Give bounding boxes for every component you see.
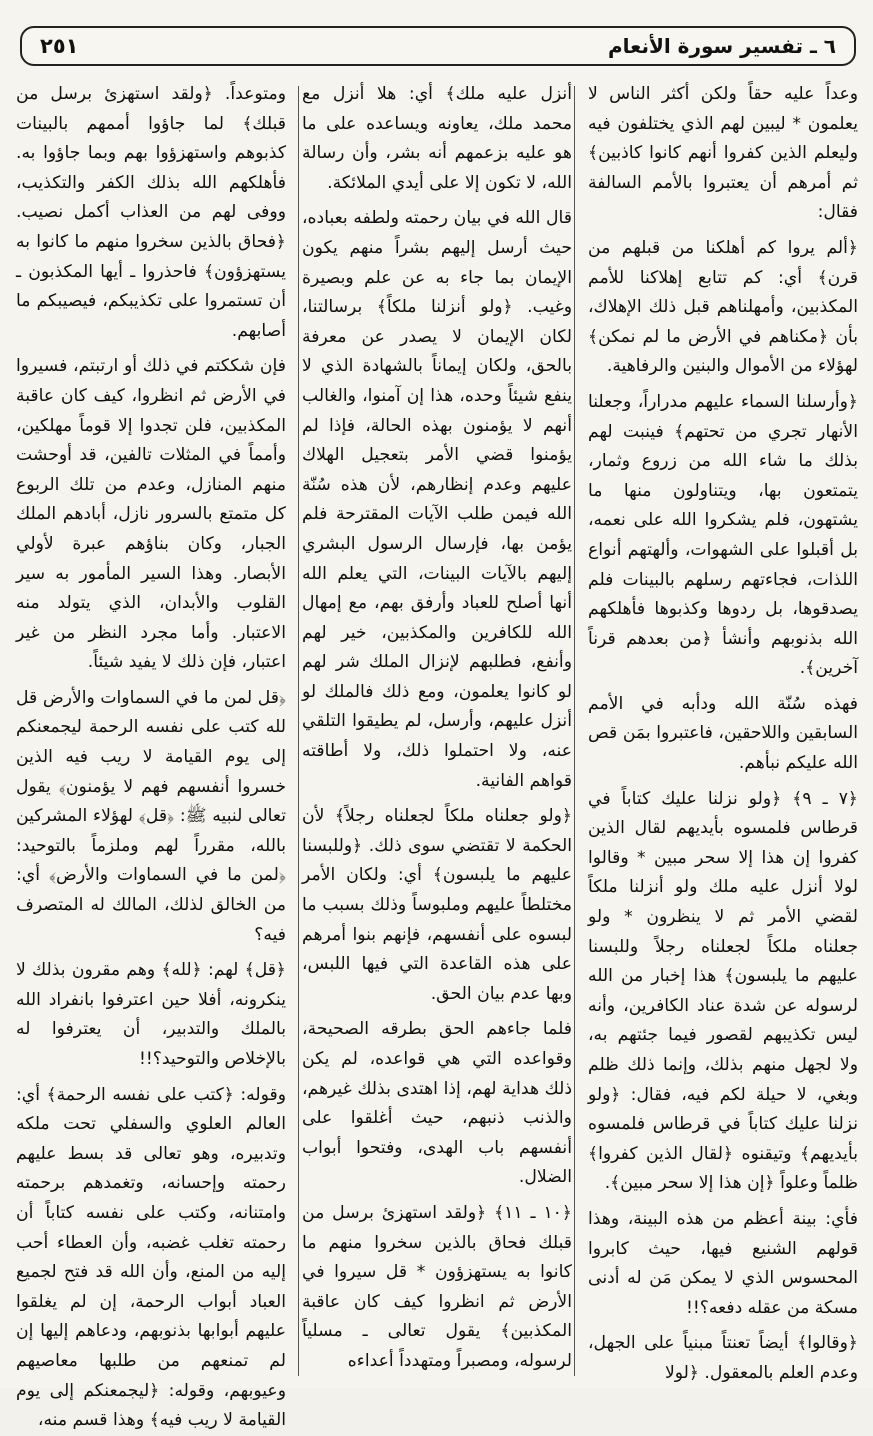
paragraph: قال الله في بيان رحمته ولطفه بعباده، حيث أرسل إليهم بشراً منهم يكون الإيمان بما جاء به عن علم وبصيرة وغيب. ﴿ولو أنزلنا ملكاً﴾ برسالتنا، لكان الإيمان لا يصدر عن معرفة بالحق، ولكان إيماناً بالشهادة الذي لا ينفع شيئاً وحده، هذا إن آمنوا، والغالب أنهم لا يؤمنون بهذه الحالة، فإذا لم يؤمنوا قضي الأمر بتعجيل الهلاك عليهم وعدم إنظارهم، لأن هذه سُنّة الله فيمن طلب الآيات المقترحة فلم يؤمن بها، فإرسال الرسول البشري إليهم بالآيات البينات، التي يعلم الله أنها أصلح للعباد وأرفق بهم، مع إمهال الله للكافرين والمكذبين، خير لهم وأنفع، فطلبهم لإنزال الملك شر لهم لو كانوا يعلمون، ومع ذلك فالملك لو أنزل عليهم، وأرسل، لم يطيقوا التلقي عنه، ولا احتملوا ذلك، ولا أطاقته قواهم الفانية. [302, 208, 572, 791]
paragraph: وعداً عليه حقاً ولكن أكثر الناس لا يعلمون * ليبين لهم الذي يختلفون فيه وليعلم الذين كفروا أنهم كانوا كاذبين﴾ ثم أمرهم أن يعتبروا بالأمم السالفة فقال: [588, 84, 858, 223]
paragraph: فإن شككتم في ذلك أو ارتبتم، فسيروا في الأرض ثم انظروا، كيف كان عاقبة المكذبين، فلن تجدوا إلا قوماً مهلكين، وأمماً في المثلات تالفين، قد أوحشت منهم المنازل، وعدم من تلك الربوع كل متمتع بالسرور نازل، أبادهم الملك الجبار، وكان بناؤهم عبرة لأولي الأبصار. وهذا السير المأمور به سير القلوب والأبدان، الذي يتولد منه الاعتبار. وأما مجرد النظر من غير اعتبار، فإن ذلك لا يفيد شيئاً. [16, 356, 286, 673]
paragraph: ومتوعداً. ﴿ولقد استهزئ برسل من قبلك﴾ لما جاؤوا أممهم بالبينات كذبوهم واستهزؤوا بهم وبما جاؤوا به. فأهلكهم الله بذلك الكفر والتكذيب، ووفى لهم من العذاب أكمل نصيب. ﴿فحاق بالذين سخروا منهم ما كانوا به يستهزؤون﴾ فاحذروا ـ أيها المكذبون ـ أن تستمروا على تكذيبكم، فيصيبكم ما أصابهم. [16, 84, 286, 341]
page-number: ٢٥١ [40, 34, 79, 58]
paragraph: فهذه سُنّة الله ودأبه في الأمم السابقين واللاحقين، فاعتبروا بمَن قص الله عليكم نبأهم. [588, 693, 858, 774]
column-middle [302, 80, 572, 1380]
paragraph: ﴿قل﴾ لهم: ﴿لله﴾ وهم مقرون بذلك لا ينكرونه، أفلا حين اعترفوا بانفراد الله بالملك والتدبير، أن يعترفوا له بالإخلاص والتوحيد؟!! [16, 960, 286, 1069]
paragraph: ﴿وأرسلنا السماء عليهم مدراراً، وجعلنا الأنهار تجري من تحتهم﴾ فينبت لهم بذلك ما شاء الله من زروع وثمار، يتمتعون بها، ويتناولون منها ما يشتهون، فلم يشكروا الله على نعمه، بل أقبلوا على الشهوات، وألهتهم أنواع اللذات، فجاءتهم رسلهم بالبينات فلم يصدقوها، بل ردوها وكذبوها فأهلكهم الله بذنوبهم وأنشأ ﴿من بعدهم قرناً آخرين﴾. [588, 391, 858, 679]
paragraph: وقوله: ﴿كتب على نفسه الرحمة﴾ أي: العالم العلوي والسفلي تحت ملكه وتدبيره، وهو تعالى قد بسط عليهم رحمته وإحسانه، وتغمدهم برحمته وامتنانه، وكتب على نفسه كتاباً أن رحمته تغلب غضبه، وأن العطاء أحب إليه من المنع، وأن الله قد فتح لجميع العباد أبواب الرحمة، إن لم يغلقوا عليهم أبوابها بذنوبهم، ودعاهم إليها إن لم تمنعهم من طلبها معاصيهم وعيوبهم، وقوله: ﴿ليجمعنكم إلى يوم القيامة لا ريب فيه﴾ وهذا قسم منه، [16, 1084, 286, 1431]
column-left [16, 80, 286, 1431]
page-header [20, 26, 856, 66]
paragraph: ﴿ولو جعلناه ملكاً لجعلناه رجلاً﴾ لأن الحكمة لا تقتضي سوى ذلك. ﴿وللبسنا عليهم ما يلبسون﴾ أي: ولكان الأمر مختلطاً عليهم وملبوساً وذلك بسبب ما لبسوه على أنفسهم، فإنهم بنوا أمرهم على هذه القاعدة التي فيها اللبس، وبها عدم بيان الحق. [302, 806, 572, 1004]
paragraph: ﴿ألم يروا كم أهلكنا من قبلهم من قرن﴾ أي: كم تتابع إهلاكنا للأمم المكذبين، وأمهلناهم قبل ذلك الإهلاك، بأن ﴿مكناهم في الأرض ما لم نمكن﴾ لهؤلاء من الأموال والبنين والرفاهية. [588, 237, 858, 377]
paragraph: أنزل عليه ملك﴾ أي: هلا أنزل مع محمد ملك، يعاونه ويساعده على ما هو عليه بزعمهم أنه بشر، وأن رسالة الله، لا تكون إلا على أيدي الملائكة. [302, 84, 572, 193]
paragraph: ﴿قل لمن ما في السماوات والأرض قل لله كتب على نفسه الرحمة ليجمعنكم إلى يوم القيامة لا ريب فيه الذين خسروا أنفسهم فهم لا يؤمنون﴾ يقول تعالى لنبيه ﷺ: ﴿قل﴾ لهؤلاء المشركين بالله، مقرراً لهم وملزماً بالتوحيد: ﴿لمن ما في السماوات والأرض﴾ أي: من الخالق لذلك، المالك له المتصرف فيه؟ [16, 687, 286, 945]
surah-title: ٦ ـ تفسير سورة الأنعام [607, 34, 836, 58]
paragraph: ﴿وقالوا﴾ أيضاً تعنتاً مبنياً على الجهل، وعدم العلم بالمعقول. ﴿لولا [588, 1333, 858, 1383]
paragraph: فأي: بينة أعظم من هذه البينة، وهذا قولهم الشنيع فيها، حيث كابروا المحسوس الذي لا يمكن مَن له أدنى مسكة من عقله دفعه؟!! [588, 1208, 858, 1318]
paragraph: فلما جاءهم الحق بطرقه الصحيحة، وقواعده التي هي قواعده، لم يكن ذلك هداية لهم، إذا اهتدى بذلك غيرهم، والذنب ذنبهم، حيث أغلقوا على أنفسهم باب الهدى، وفتحوا أبواب الضلال. [302, 1019, 572, 1188]
paragraph: ﴿٧ ـ ٩﴾ ﴿ولو نزلنا عليك كتاباً في قرطاس فلمسوه بأيديهم لقال الذين كفروا إن هذا إلا سحر مبين * وقالوا لولا أنزل عليه ملك ولو أنزلنا ملكاً لقضي الأمر ثم لا ينظرون * ولو جعلناه ملكاً لجعلناه رجلاً وللبسنا عليهم ما يلبسون﴾ هذا إخبار من الله لرسوله عن شدة عناد الكافرين، وأنه ليس تكذيبهم لقصور فيما جئتهم به، ولا لجهل منهم بذلك، وإنما ذلك ظلم وبغي، لا حيلة لكم فيه، فقال: ﴿ولو نزلنا عليك كتاباً في قرطاس فلمسوه بأيديهم﴾ وتيقنوه ﴿لقال الذين كفروا﴾ ظلماً وعلواً ﴿إن هذا إلا سحر مبين﴾. [588, 788, 858, 1194]
column-right [588, 80, 858, 1383]
paragraph: ﴿١٠ ـ ١١﴾ ﴿ولقد استهزئ برسل من قبلك فحاق بالذين سخروا منهم ما كانوا به يستهزؤون * قل سيروا في الأرض ثم انظروا كيف كان عاقبة المكذبين﴾ يقول تعالى ـ مسلياً لرسوله، ومصبراً ومتهدداً أعداءه [302, 1202, 572, 1371]
text-columns [16, 80, 858, 1431]
